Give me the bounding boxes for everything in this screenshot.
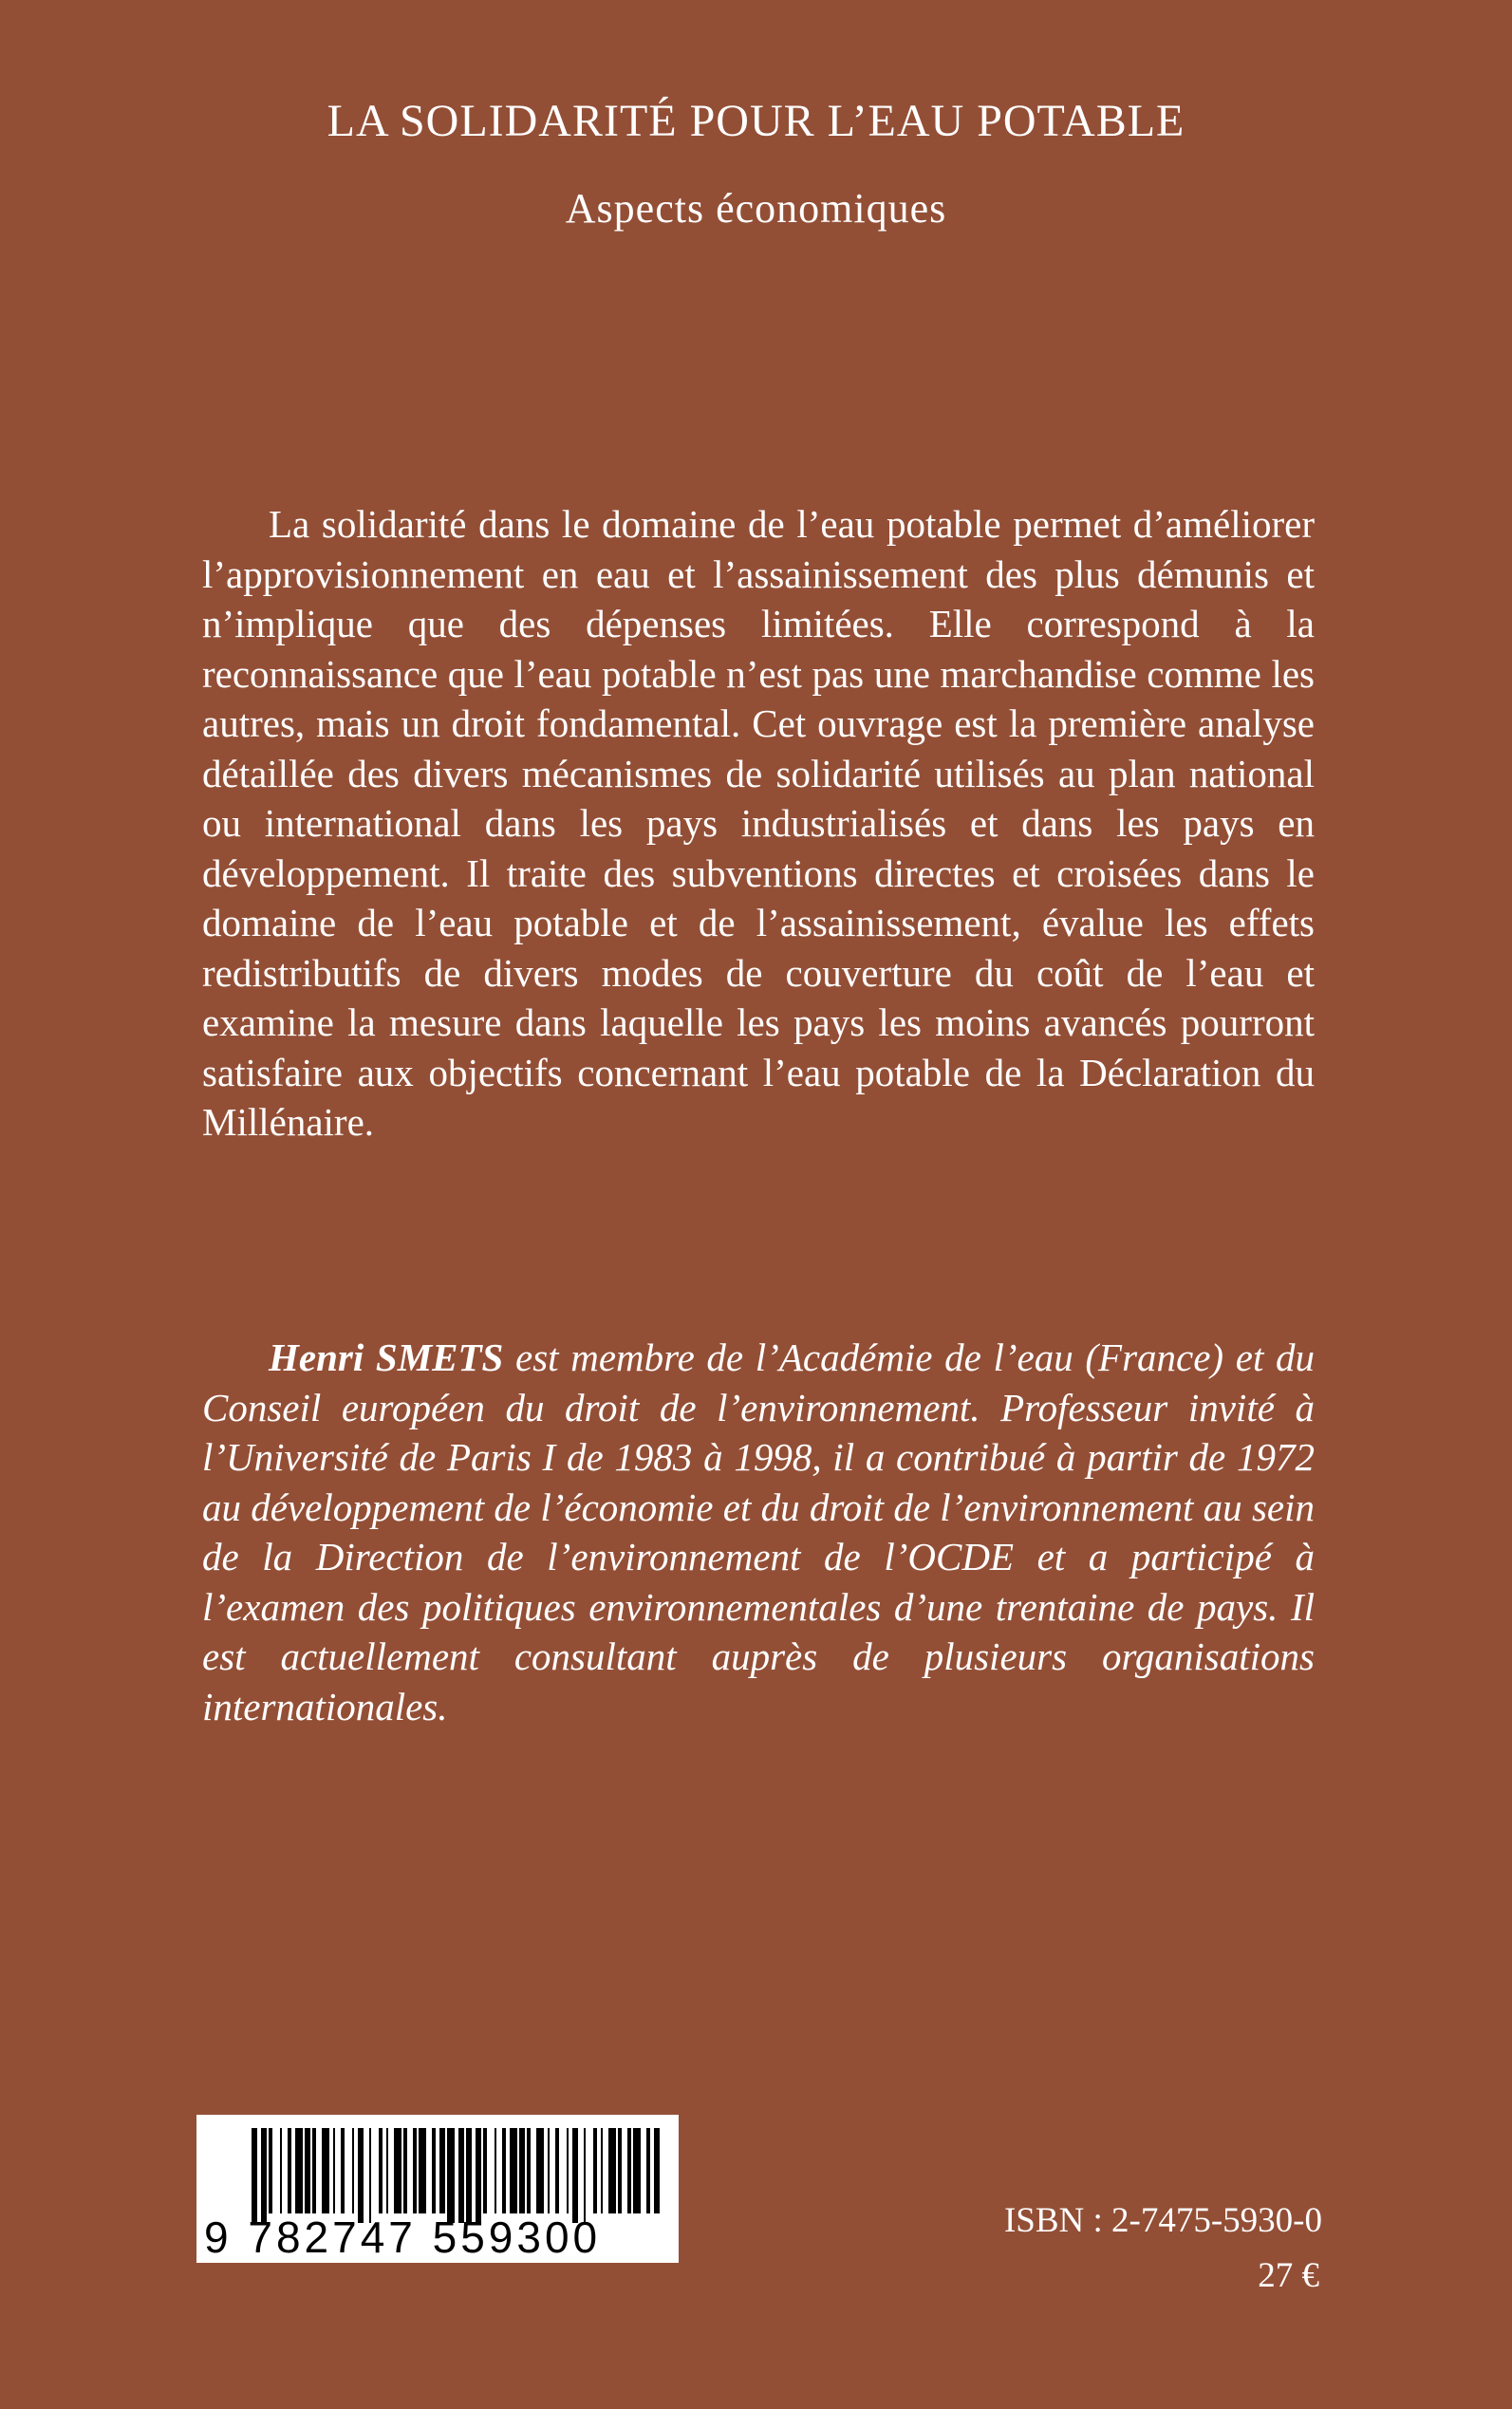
barcode-bar — [447, 2128, 455, 2223]
barcode-bar — [322, 2128, 329, 2213]
barcode-bar — [261, 2128, 267, 2223]
summary-paragraph: La solidarité dans le domaine de l’eau potable permet d’améliorer l’approvisionnement en eau et l’assainissement des plus démunis et n’implique que des dépenses limitées. Elle correspond à la reconnaissance que l’eau potable n’est pas une marchandise comme les autres, mais un droit fondamental. Cet ouvrage est la première analyse détaillée des divers mécanismes de solidarité utilisés au plan national ou international dans les pays industrialisés et dans les pays en développement. Il traite des subventions directes et croisées dans le domaine de l’eau potable et de l’assainissement, évalue les effets redistributifs de divers modes de couverture du coût de l’eau et examine la mesure dans laquelle les pays les moins avancés pourront satisfaire aux objectifs concernant l’eau potable de la Déclaration du Millénaire. — [202, 502, 1315, 1144]
barcode-bar — [369, 2128, 371, 2223]
book-subtitle: Aspects économiques — [565, 185, 947, 232]
barcode-bar — [305, 2128, 310, 2213]
barcode-bar — [627, 2128, 631, 2213]
barcode-bar — [386, 2128, 388, 2213]
barcode-bar — [280, 2128, 282, 2213]
barcode-bar — [394, 2128, 401, 2213]
barcode-bar — [567, 2128, 569, 2213]
barcode-bar — [476, 2128, 481, 2223]
barcode-bar — [548, 2128, 550, 2213]
barcode-bar — [618, 2128, 622, 2213]
author-bio-block — [202, 1333, 1315, 1731]
barcode-bar — [295, 2128, 303, 2213]
barcode-bar — [483, 2128, 487, 2213]
barcode-bar — [572, 2128, 578, 2223]
barcode-bar — [555, 2128, 559, 2213]
barcode-bar — [519, 2128, 525, 2213]
summary-block — [202, 499, 1315, 1148]
author-bio-paragraph — [202, 1333, 1315, 1731]
barcode-bar — [413, 2128, 417, 2213]
barcode-bar — [252, 2128, 257, 2223]
barcode-bar — [608, 2128, 616, 2213]
barcode-bar — [288, 2128, 291, 2213]
barcode-bar — [439, 2128, 445, 2213]
barcode — [196, 2115, 679, 2263]
barcode-bar — [341, 2128, 345, 2213]
price-label: 27 € — [1258, 2256, 1319, 2295]
author-name: Henri SMETS — [269, 1335, 504, 1379]
barcode-bar — [536, 2128, 544, 2213]
barcode-bar — [502, 2128, 506, 2213]
barcode-bar — [269, 2128, 272, 2213]
barcode-bar — [358, 2128, 364, 2223]
barcode-bar — [403, 2128, 407, 2213]
isbn-label: ISBN : 2-7475-5930-0 — [1003, 2201, 1322, 2240]
barcode-bar — [601, 2128, 603, 2213]
barcode-bar — [527, 2128, 531, 2213]
author-bio-text: est membre de l’Académie de l’eau (France) et du Conseil européen du droit de l’environnement. Professeur invité à l’Université de Paris I de 1983 à 1998, il a contribué à partir de 1972 au développement de l’économie et du droit de l’environnement au sein de la Direction de l’environnement de l’OCDE et a participé à l’examen des politiques environnementales d’une trentaine de pays. Il est actuellement consultant auprès de plusieurs organisations internationales. — [202, 1335, 1315, 1728]
barcode-bar — [312, 2128, 316, 2213]
barcode-bar — [633, 2128, 641, 2213]
barcode-bar — [466, 2128, 472, 2223]
barcode-bar — [352, 2128, 354, 2213]
barcode-bar — [593, 2128, 597, 2213]
barcode-bar — [379, 2128, 383, 2213]
book-title: LA SOLIDARITÉ POUR L’EAU POTABLE — [327, 96, 1185, 146]
barcode-bar — [510, 2128, 517, 2213]
barcode-bar — [646, 2128, 650, 2213]
barcode-bar — [458, 2128, 464, 2223]
barcode-bar — [495, 2128, 496, 2213]
barcode-bar — [584, 2128, 586, 2223]
barcode-bar — [419, 2128, 426, 2213]
barcode-digits: 9 782747 559300 — [204, 2213, 602, 2262]
barcode-bar — [432, 2128, 436, 2213]
barcode-bar — [333, 2128, 335, 2213]
barcode-bar — [654, 2128, 660, 2213]
